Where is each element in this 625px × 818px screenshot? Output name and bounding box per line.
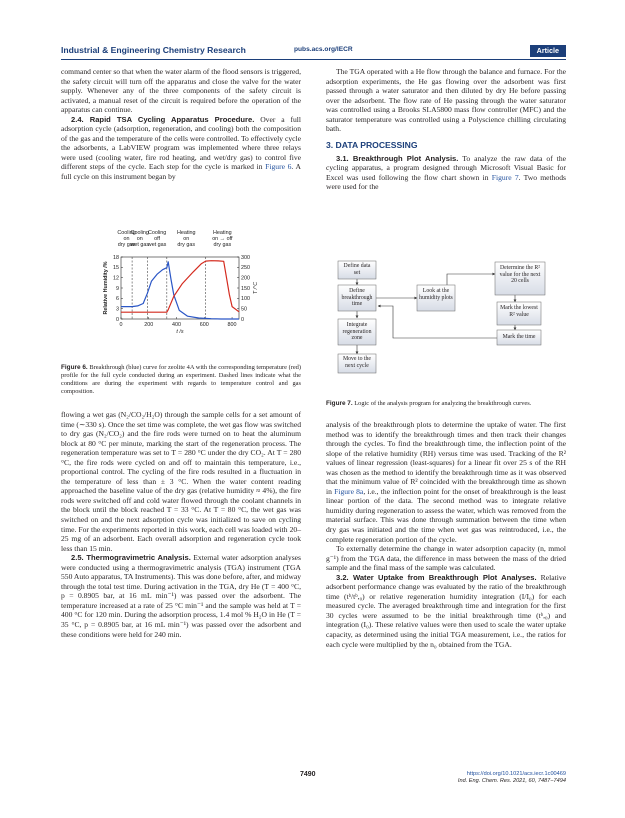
- figure-7-link[interactable]: Figure 7: [491, 172, 519, 182]
- section-2-4: [61, 115, 301, 182]
- phase-label-line2: on: [183, 236, 190, 242]
- figure-8a-link[interactable]: Figure 8a: [334, 486, 364, 496]
- paragraph: flowing a wet gas (N₂/CO₂/H₂O) through the sample cells for a set amount of time (∼330 s). Once the set time was complete, the wet gas flow was switched to dry gas (N₂/CO₂) and the fire rods were turned on to heat the aluminum block at 80 °C per minute, marking the start of the regeneration process. The regeneration temperature was set to T = 280 °C under the dry CO₂. At T = 280 °C, the fire rods were cycled on and off to maintain this temperature, i.e., proportional control. The cycling of the fire rods resulted in a fluctuation in the temperature of less than ± 3 °C. When the water content reading approached the baseline value of the dry gas (relative humidity ≈ 4%), the fire rods were switched off and cold water flowed through the coolant channels in the block until the block reached T = 33 °C. At T = 80 °C, the wet gas was switched on and the next adsorption cycle was initialized to save on cycling time. For the experiments reported in this work, each cell was loaded with 20–25 mg of an adsorbent. Each overall adsorption and regeneration cycle took less than 15 min.: [61, 410, 301, 553]
- phase-label-line3: dry gas: [177, 242, 196, 248]
- paragraph-text: analysis of the breakthrough plots to determine the uptake of water. The first method was to identify the breakthrough times and then track their changes through the cycles. To find the breakthrough time, the inflection point of the slope of the relative humidity (RH) versus time was used. Tracking of the R² values of linear regression (least-squares) for a linear fit over 25 s of the RH was chosen as the method to identify the breakthrough time as it was observed that the minimum value of R² coincided with the breakthrough time as shown in: [326, 420, 566, 496]
- right-column-top: [326, 67, 566, 192]
- section-heading: 3.2. Water Uptake from Breakthrough Plot Analyses.: [336, 572, 537, 582]
- y-tick-label: 12: [113, 275, 119, 282]
- x-tick-label: 600: [199, 322, 209, 328]
- phase-label-line1: Heating: [176, 230, 196, 236]
- box-label: Look at the humidity plots: [419, 288, 453, 301]
- section-text: Relative adsorbent performance change was evaluated by the ratio of the breakthrough time (tᵇ/tᵇ,₀) or relative regeneration humidity integration (I/I₀) for each measured cycle. The averaged breakthrough time and integration for the first 30 cycles were assumed to be the initial breakthrough time (tᵇ,₀) and integration (I₀). These relative values were then used to scale the water uptake capacity, as determined using the initial TGA measurement, i.e., the ratios for each cycle were multiplied by the n₀ obtained from the TGA.: [326, 572, 566, 649]
- phase-label-line2: on: [123, 236, 130, 242]
- figure-7-caption: [326, 400, 566, 408]
- section-text: External water adsorption analyses were conducted using a thermogravimetric analysis (TGA) instrument (TGA 550 Auto apparatus, TA Instruments). This was done before, after, and midway through the total test time. During activation in the TGA, dry He (T = 400 °C, p = 0.8905 bar, at 16 mL min⁻¹) was passed over the adsorbent. The temperature increased at a rate of 25 °C min⁻¹ and the sample was held at T = 400 °C for 120 min. During the adsorption process, 1.4 mol % H₂O in He (T = 35 °C, p = 0.8905 bar, at 16 mL min⁻¹) was passed over the adsorbent and these conditions were held for 240 min.: [61, 553, 301, 639]
- section-3-heading: 3. DATA PROCESSING: [326, 139, 418, 150]
- section-heading: 2.4. Rapid TSA Cycling Apparatus Procedure.: [71, 114, 255, 124]
- section-2-5: [61, 553, 301, 639]
- phase-label-line1: Cooling: [130, 230, 149, 236]
- left-column-top: [61, 67, 301, 182]
- box-label: Integrate regeneration zone: [342, 322, 372, 342]
- breakthrough-chart: [61, 227, 301, 335]
- paragraph: [326, 420, 566, 544]
- phase-label-line3: wet gas: [147, 242, 167, 248]
- y-tick-label: 0: [116, 316, 119, 323]
- y-tick-label: 9: [116, 285, 119, 292]
- doi-link[interactable]: https://doi.org/10.1021/acs.iecr.1c00469: [466, 771, 566, 777]
- box-label: Mark the time: [502, 334, 536, 340]
- x-axis-label: t /s: [176, 329, 184, 335]
- phase-label-line2: on → off: [212, 236, 233, 242]
- figure-6-link[interactable]: Figure 6: [265, 162, 292, 172]
- section-heading: 3.1. Breakthrough Plot Analysis.: [336, 153, 459, 163]
- phase-label-line1: Cooling: [147, 230, 167, 236]
- section-text: . A full cycle on this instrument began by: [61, 162, 301, 182]
- y-tick-label: 6: [116, 296, 119, 303]
- y2-axis-label: T /°C: [253, 281, 259, 295]
- journal-url[interactable]: pubs.acs.org/IECR: [294, 46, 353, 53]
- box-label: Define breakthrough time: [341, 288, 373, 308]
- box-label: Determine the R² value for the next 20 cells: [499, 265, 541, 285]
- figure-6-caption: [61, 364, 301, 396]
- x-tick-label: 800: [227, 322, 237, 328]
- section-3-1: [326, 154, 566, 192]
- section-text: . Two methods were used for the: [326, 172, 566, 192]
- paragraph: To externally determine the change in water adsorption capacity (n, mmol g⁻¹) from the TGA data, the difference in mass between the mass of the dried sample and the final mass of the sample was calculated.: [326, 544, 566, 573]
- y-axis-label: Relative Humidity /%: [103, 261, 109, 315]
- phase-label-line2: on: [136, 236, 143, 242]
- y2-tick-label: 50: [241, 306, 247, 313]
- y2-tick-label: 250: [241, 265, 250, 272]
- page-header: [61, 45, 566, 59]
- figure-6: [61, 227, 301, 335]
- page-number: 7490: [300, 771, 316, 778]
- phase-label-line1: Cooling: [117, 230, 136, 236]
- y2-tick-label: 100: [241, 296, 250, 303]
- paragraph: The TGA operated with a He flow through the balance and furnace. For the adsorption experiments, the He gas flowing over the adsorbent was first passed through a water saturator and then diluted by dry He before passing over the adsorbent. The flow rate of He passing through the water saturator was controlled using a Brooks SLA5800 mass flow controller (MFC) and the saturator temperature was controlled using a Polyscience chilling circulating bath.: [326, 67, 566, 134]
- figure-7: [335, 258, 560, 376]
- section-text: To analyze the raw data of the cycling apparatus, a program designed through Microsoft Visual Basic for Excel was used following the flow chart shown in: [326, 153, 567, 182]
- caption-label: Figure 6.: [61, 364, 88, 371]
- x-tick-label: 200: [144, 322, 154, 328]
- caption-text: Breakthrough (blue) curve for zeolite 4A with the corresponding temperature (red) profile for the full cycle conducted during an experiment. Dashed lines indicate what the conditions are during the experiment with regards to temperature control and gas composition.: [61, 364, 301, 395]
- paragraph-text: , i.e., the inflection point for the onset of breakthrough is the least linear portion of the data. The second method was to integrate relative humidity during regeneration to assess the water, which was removed from the material surface. This was done through summation between the time when dry gas was initiated and the time when wet gas was reintroduced, i.e., the complete regeneration portion of the cycle.: [326, 486, 566, 544]
- y-tick-label: 3: [116, 306, 119, 313]
- article-badge: Article: [530, 45, 566, 57]
- caption-label: Figure 7.: [326, 400, 353, 407]
- y2-tick-label: 150: [241, 285, 250, 292]
- y-tick-label: 15: [113, 265, 119, 272]
- y-tick-label: 18: [113, 254, 119, 261]
- phase-label-line2: off: [154, 236, 161, 242]
- phase-label-line3: dry gas: [117, 242, 136, 248]
- y2-tick-label: 200: [241, 275, 250, 282]
- phase-label-line1: Heating: [213, 230, 232, 236]
- box-label: Mark the lowest R² value: [500, 305, 538, 318]
- y2-tick-label: 0: [241, 316, 244, 323]
- box-label: Move to the next cycle: [342, 356, 371, 369]
- left-column-bottom: [61, 410, 301, 639]
- section-3-2: [326, 573, 566, 649]
- section-text: Over a full adsorption cycle (adsorption, regeneration, and cooling) both the composition of the gas and the temperature of the cells were controlled. To effectively cycle the adsorbents, a LabVIEW program was implemented where three relays were used (cooling water, fire rod heating, and wet/dry gas) to control five different steps of the cycle. Each step for the cycle is marked in: [61, 114, 301, 172]
- y2-tick-label: 300: [241, 254, 250, 261]
- section-heading: 2.5. Thermogravimetric Analysis.: [71, 553, 191, 563]
- humidity-series-line: [121, 262, 239, 319]
- box-label: Define data set: [343, 263, 371, 276]
- header-rule: [61, 59, 566, 60]
- right-column-bottom: [326, 420, 566, 649]
- journal-title: Industrial & Engineering Chemistry Research: [61, 45, 246, 55]
- caption-text: Logic of the analysis program for analyzing the breakthrough curves.: [352, 400, 532, 407]
- temperature-series-line: [121, 261, 239, 313]
- paragraph: command center so that when the water alarm of the flood sensors is triggered, the safety circuit will turn off the apparatus and close the valve for the water supply. Whenever any of the three components of the safety circuit is activated, a manual reset of the circuit is required before the operation of the apparatus can continue.: [61, 67, 301, 115]
- x-tick-label: 0: [119, 322, 123, 328]
- phase-label-line3: dry gas: [213, 242, 232, 248]
- footer-doi: [458, 771, 566, 785]
- citation: Ind. Eng. Chem. Res. 2021, 60, 7487−7494: [457, 778, 566, 784]
- x-tick-label: 400: [172, 322, 182, 328]
- phase-label-line3: wet gas: [130, 242, 150, 248]
